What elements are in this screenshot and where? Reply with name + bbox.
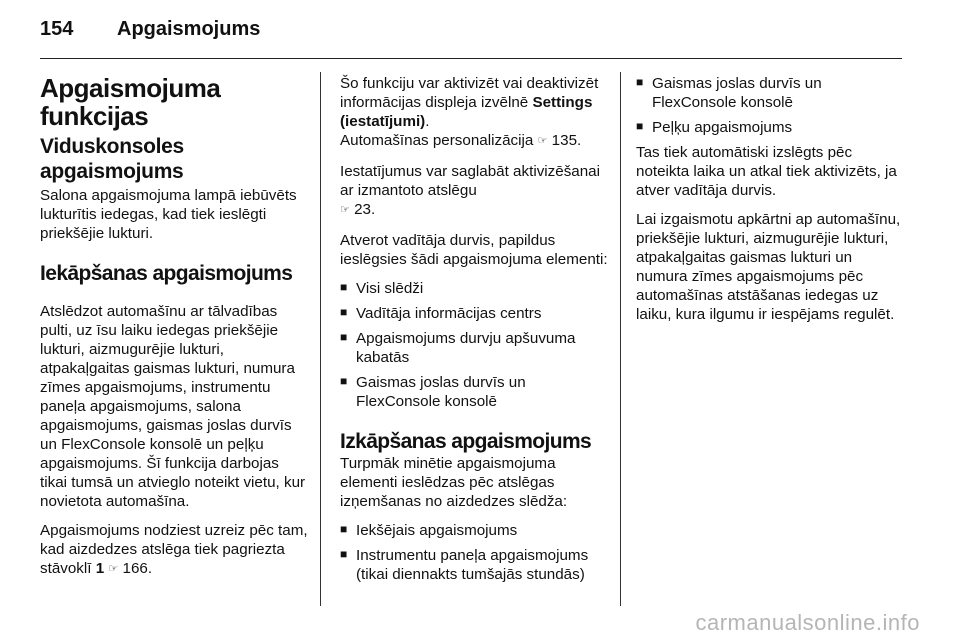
column-middle <box>340 74 608 590</box>
list-driver-door-elements <box>340 279 608 411</box>
subheading-entry-lighting: Iekāpšanas apgaismojums <box>40 262 293 285</box>
column-divider <box>320 72 321 606</box>
page-ref-icon: ☞ <box>340 204 350 216</box>
section-title: Apgaismojums <box>117 18 261 40</box>
ignition-position: 1 <box>95 560 105 577</box>
paragraph-exit-lighting: Turpmāk minētie apgaismojuma elementi ieslēdzas pēc atslēgas izņemšanas no aizdedzes slēdža: <box>340 455 568 510</box>
column-divider <box>620 72 621 606</box>
paragraph-surroundings: Lai izgaismotu apkārtni ap automašīnu, priekšējie lukturi, aizmugurējie lukturi, atpakaļgaitas gaismas lukturi un numura zīmes apgaismojums pēc automašīnas atstāšanas iedegas uz laiku, kura ilgumu ir iespējams regulēt. <box>636 211 901 323</box>
list-item: ■ Apgaismojums durvju apšuvuma kabatās <box>340 329 608 367</box>
list-item: ■ Gaismas joslas durvīs un FlexConsole konsolē <box>636 74 902 112</box>
list-item: ■ Visi slēdži <box>340 279 608 298</box>
subheading-center-console: Viduskonsoles apgaismojums <box>40 135 184 183</box>
list-item: ■ Iekšējais apgaismojums <box>340 521 608 540</box>
main-heading: Apgaismojuma funkcijas <box>40 73 221 131</box>
list-item: ■ Gaismas joslas durvīs un FlexConsole konsolē <box>340 373 608 411</box>
page-ref-link[interactable]: 135. <box>551 132 582 149</box>
paragraph-driver-door: Atverot vadītāja durvis, papildus ieslēgsies šādi apgaismojuma elementi: <box>340 232 608 268</box>
watermark: carmanualsonline.info <box>695 610 920 635</box>
list-item: ■ Peļķu apgaismojums <box>636 118 902 137</box>
paragraph-console-light: Salona apgaismojuma lampā iebūvēts lukturītis iedegas, kad tiek ieslēgti priekšējie lukturi. <box>40 187 297 242</box>
paragraph-settings: Šo funkciju var aktivizēt vai deaktivizēt informācijas displeja izvēlnē Settings (iestatījumi). Automašīnas personalizācija ☞ 135. <box>340 75 599 149</box>
list-item: ■ Instrumentu paneļa apgaismojums (tikai diennakts tumšajās stundās) <box>340 546 608 584</box>
paragraph-lights-off: Apgaismojums nodziest uzreiz pēc tam, kad aizdedzes atslēga tiek pagriezta stāvoklī 1 ☞ 166. <box>40 522 308 577</box>
list-item: ■ Vadītāja informācijas centrs <box>340 304 608 323</box>
page-ref-icon: ☞ <box>108 563 119 575</box>
column-right <box>636 74 902 334</box>
paragraph-save-settings: Iestatījumus var saglabāt aktivizēšanai ar izmantoto atslēgu ☞ 23. <box>340 163 601 218</box>
page-ref-link[interactable]: 166. <box>122 560 153 577</box>
paragraph-auto-off: Tas tiek automātiski izslēgts pēc noteikta laika un atkal tiek aktivizēts, ja atver vadītāja durvis. <box>636 144 897 199</box>
page-number: 154 <box>40 18 74 40</box>
column-left <box>40 74 308 590</box>
subheading-exit-lighting: Izkāpšanas apgaismojums <box>340 430 592 453</box>
list-exit-elements-cont <box>636 74 902 137</box>
settings-menu-name: Settings (iestatījumi) <box>340 94 593 130</box>
paragraph-entry-lighting: Atslēdzot automašīnu ar tālvadības pulti, uz īsu laiku iedegas priekšējie lukturi, aizmugurējie lukturi, atpakaļgaitas gaismas lukturi, numura zīmes apgaismojums, instrumentu paneļa apgaismojums, salona apgaismojums, gaismas joslas durvīs un FlexConsole konsolē un peļķu apgaismojums. Šī funkcija darbojas tikai tumsā un atvieglo noteikt vietu, kur novietota automašīna. <box>40 303 306 510</box>
list-exit-elements <box>340 521 608 584</box>
header-divider <box>40 58 902 59</box>
page-ref-icon: ☞ <box>537 135 548 147</box>
page-ref-link[interactable]: 23. <box>354 201 376 218</box>
